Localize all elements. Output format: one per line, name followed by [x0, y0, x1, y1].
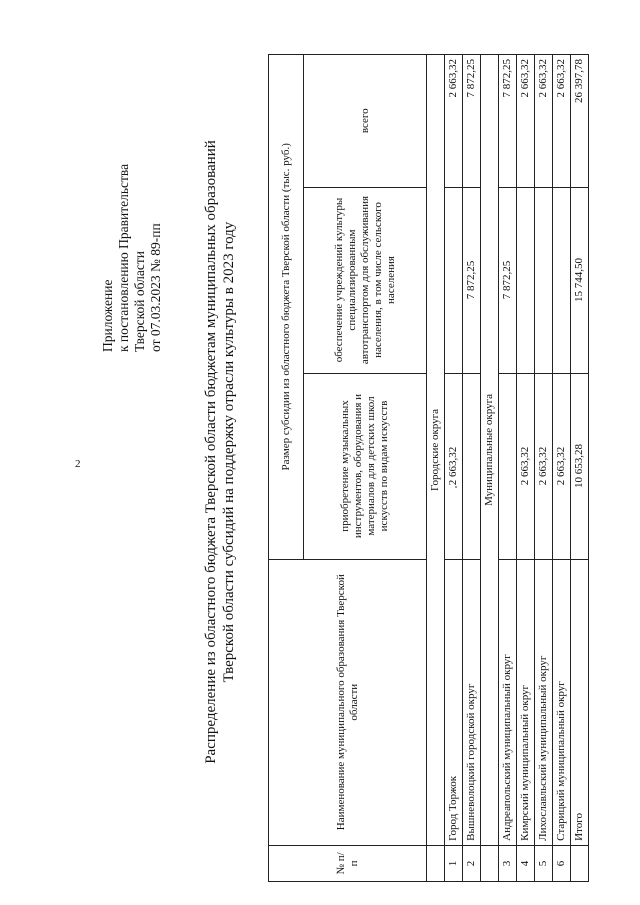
section-label: Муниципальные округа — [481, 55, 499, 846]
appendix-line: Приложение — [100, 279, 115, 352]
row-name: Вышневолоцкий городской округ — [463, 559, 481, 845]
title-line: Тверской области субсидий на поддержку отрасли культуры в 2023 году — [221, 221, 237, 683]
row-value-total: 7 872,25 — [499, 55, 517, 188]
title-line: Распределение из областного бюджета Тверской области бюджетам муниципальных образований — [203, 140, 219, 764]
row-num: 5 — [535, 845, 553, 881]
row-value-transport — [517, 187, 535, 373]
row-num: 2 — [463, 845, 481, 881]
section-label: Городские округа — [427, 55, 445, 846]
row-value-transport — [445, 187, 463, 373]
row-name: Старицкий муниципальный округ — [553, 559, 571, 845]
table-row — [517, 55, 535, 882]
row-value-instruments: 2 663,32 — [517, 373, 535, 559]
header-col-total: всего — [304, 55, 427, 188]
rotated-document-sheet — [20, 12, 620, 892]
table-row — [499, 55, 517, 882]
section-row-city — [427, 55, 445, 882]
row-value-transport — [553, 187, 571, 373]
row-value-instruments — [499, 373, 517, 559]
row-name: Лихославльский муниципальный округ — [535, 559, 553, 845]
row-value-total: 2 663,32 — [535, 55, 553, 188]
row-value-total: 7 872,25 — [463, 55, 481, 188]
total-label: Итого — [571, 559, 589, 845]
row-num: 4 — [517, 845, 535, 881]
total-value-instruments: 10 653,28 — [571, 373, 589, 559]
appendix-line: Тверской области — [132, 251, 147, 352]
total-row — [571, 55, 589, 882]
row-num: 1 — [445, 845, 463, 881]
row-value-instruments — [463, 373, 481, 559]
header-group: Размер субсидии из областного бюджета Тверской области (тыс. руб.) — [269, 55, 304, 560]
subsidy-table — [268, 54, 589, 882]
row-num: 6 — [553, 845, 571, 881]
page-number: 2 — [75, 458, 81, 470]
row-value-transport — [535, 187, 553, 373]
row-value-total: 2 663,32 — [517, 55, 535, 188]
table-header-row — [269, 55, 304, 882]
row-num: 3 — [499, 845, 517, 881]
table-row — [553, 55, 571, 882]
table-row — [535, 55, 553, 882]
row-value-transport: 7 872,25 — [463, 187, 481, 373]
appendix-line: от 07.03.2023 № 89-пп — [148, 223, 163, 352]
header-col-transport: обеспечение учреждений культуры специализированным автотранспортом для обслуживания населения, в том числе сельского населения — [304, 187, 427, 373]
row-name: Кимрский муниципальный округ — [517, 559, 535, 845]
appendix-block — [100, 92, 164, 352]
table-row — [463, 55, 481, 882]
row-value-total: 2 663,32 — [553, 55, 571, 188]
total-value-transport: 15 744,50 — [571, 187, 589, 373]
appendix-line: к постановлению Правительства — [116, 163, 131, 352]
row-value-instruments: 2 663,32 — [535, 373, 553, 559]
header-name: Наименование муниципального образования Тверской области — [269, 559, 427, 845]
row-value-instruments: 2 663,32 — [445, 373, 463, 559]
header-col-instruments: приобретение музыкальных инструментов, оборудования и материалов для детских школ искусств по видам искусств — [304, 373, 427, 559]
row-value-total: 2 663,32 — [445, 55, 463, 188]
row-value-transport: 7 872,25 — [499, 187, 517, 373]
row-value-instruments: 2 663,32 — [553, 373, 571, 559]
row-name: Город Торжок — [445, 559, 463, 845]
row-name: Андреапольский муниципальный округ — [499, 559, 517, 845]
document-title — [202, 12, 238, 892]
section-row-municipal — [481, 55, 499, 882]
header-num: № п/п — [269, 845, 427, 881]
total-value-total: 26 397,78 — [571, 55, 589, 188]
table-row — [445, 55, 463, 882]
